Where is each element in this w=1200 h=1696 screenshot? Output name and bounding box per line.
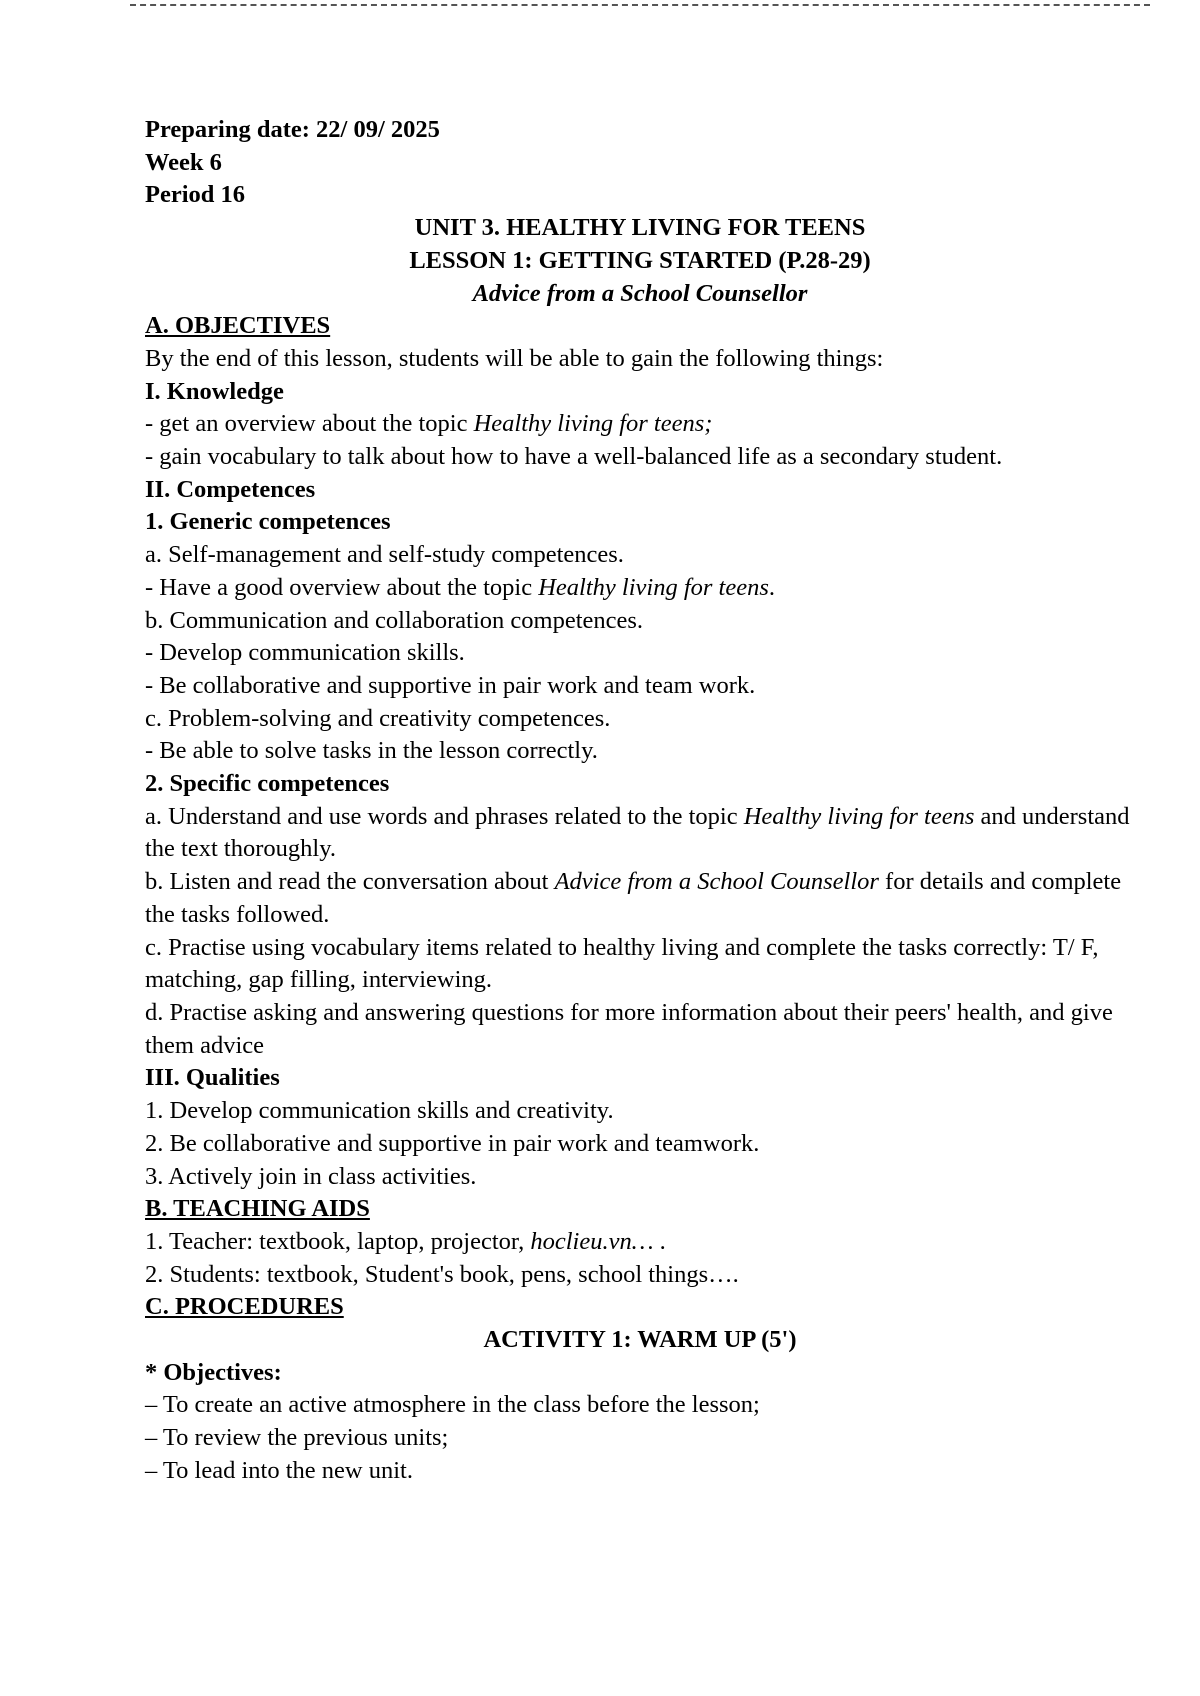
knowledge-item-2: - gain vocabulary to talk about how to have a well-balanced life as a secondary student. (145, 443, 1003, 471)
specific-b (145, 866, 1135, 931)
generic-a-item-text: - Have a good overview about the topic (145, 573, 539, 601)
procedures-heading: C. PROCEDURES (145, 1293, 344, 1321)
generic-b: b. Communication and collaboration competences. (145, 606, 644, 634)
knowledge-heading: I. Knowledge (145, 377, 284, 405)
teaching-aids-website: hoclieu.vn… (530, 1227, 660, 1255)
knowledge-item-1 (145, 408, 1135, 441)
generic-c-item-1: - Be able to solve tasks in the lesson correctly. (145, 737, 598, 765)
teaching-aids-teacher-text: 1. Teacher: textbook, laptop, projector, (145, 1227, 531, 1255)
generic-a-item-end: . (768, 573, 776, 601)
knowledge-item-1-topic: Healthy living for teens; (473, 410, 713, 438)
qualities-item-3: 3. Actively join in class activities. (145, 1162, 477, 1190)
period-label: Period 16 (145, 181, 246, 209)
section-c-heading (145, 1291, 1135, 1324)
activity-objective-1: – To create an active atmosphere in the class before the lesson; (145, 1391, 760, 1419)
activity-1-heading: ACTIVITY 1: WARM UP (5') (483, 1326, 797, 1354)
generic-b-item-2: - Be collaborative and supportive in pair work and team work. (145, 671, 756, 699)
page-top-dashed-rule (130, 4, 1150, 6)
specific-a (145, 801, 1135, 866)
teaching-aids-students: 2. Students: textbook, Student's book, pens, school things…. (145, 1260, 739, 1288)
specific-a-end: and understand the text thoroughly. (145, 802, 1130, 863)
generic-a-item (145, 572, 1135, 605)
teaching-aids-heading: B. TEACHING AIDS (145, 1195, 370, 1223)
specific-c: c. Practise using vocabulary items related to healthy living and complete the tasks correctly: T/ F, matching, gap filling, interviewing. (145, 933, 1099, 994)
specific-b-end: for details and complete the tasks followed. (145, 868, 1122, 928)
teaching-aids-teacher (145, 1226, 1135, 1259)
generic-a-item-topic: Healthy living for teens (538, 573, 769, 601)
knowledge-item-1-text: - get an overview about the topic (145, 410, 474, 438)
specific-a-topic: Healthy living for teens (743, 802, 975, 830)
section-a-heading (145, 310, 1135, 343)
section-b-heading (145, 1193, 1135, 1226)
week-label: Week 6 (145, 148, 222, 176)
qualities-item-1: 1. Develop communication skills and creativity. (145, 1097, 614, 1125)
specific-b-text: b. Listen and read the conversation about (145, 868, 555, 896)
specific-b-title: Advice from a School Counsellor (554, 868, 879, 896)
qualities-item-2: 2. Be collaborative and supportive in pair work and teamwork. (145, 1129, 760, 1157)
objectives-heading: A. OBJECTIVES (145, 312, 331, 340)
qualities-heading: III. Qualities (145, 1064, 280, 1092)
competences-heading: II. Competences (145, 475, 316, 503)
activity-objective-3: – To lead into the new unit. (145, 1456, 413, 1484)
objectives-intro: By the end of this lesson, students will be able to gain the following things: (145, 344, 884, 372)
activity-objective-2: – To review the previous units; (145, 1424, 449, 1452)
lesson-subtitle: Advice from a School Counsellor (472, 279, 808, 307)
teaching-aids-teacher-end: . (659, 1227, 666, 1255)
generic-b-item-1: - Develop communication skills. (145, 639, 465, 667)
generic-competences-heading: 1. Generic competences (145, 508, 391, 536)
preparing-date: Preparing date: 22/ 09/ 2025 (145, 116, 440, 143)
generic-c: c. Problem-solving and creativity competences. (145, 704, 611, 732)
activity-objectives-heading: * Objectives: (145, 1358, 282, 1386)
specific-competences-heading: 2. Specific competences (145, 770, 390, 798)
specific-d: d. Practise asking and answering questions for more information about their peers' health, and give them advice (145, 998, 1113, 1059)
unit-title: UNIT 3. HEALTHY LIVING FOR TEENS (414, 214, 866, 242)
specific-a-text: a. Understand and use words and phrases related to the topic (145, 802, 744, 830)
generic-a: a. Self-management and self-study competences. (145, 541, 624, 569)
lesson-title: LESSON 1: GETTING STARTED (P.28-29) (409, 246, 871, 274)
lesson-plan-page (145, 114, 1135, 1488)
